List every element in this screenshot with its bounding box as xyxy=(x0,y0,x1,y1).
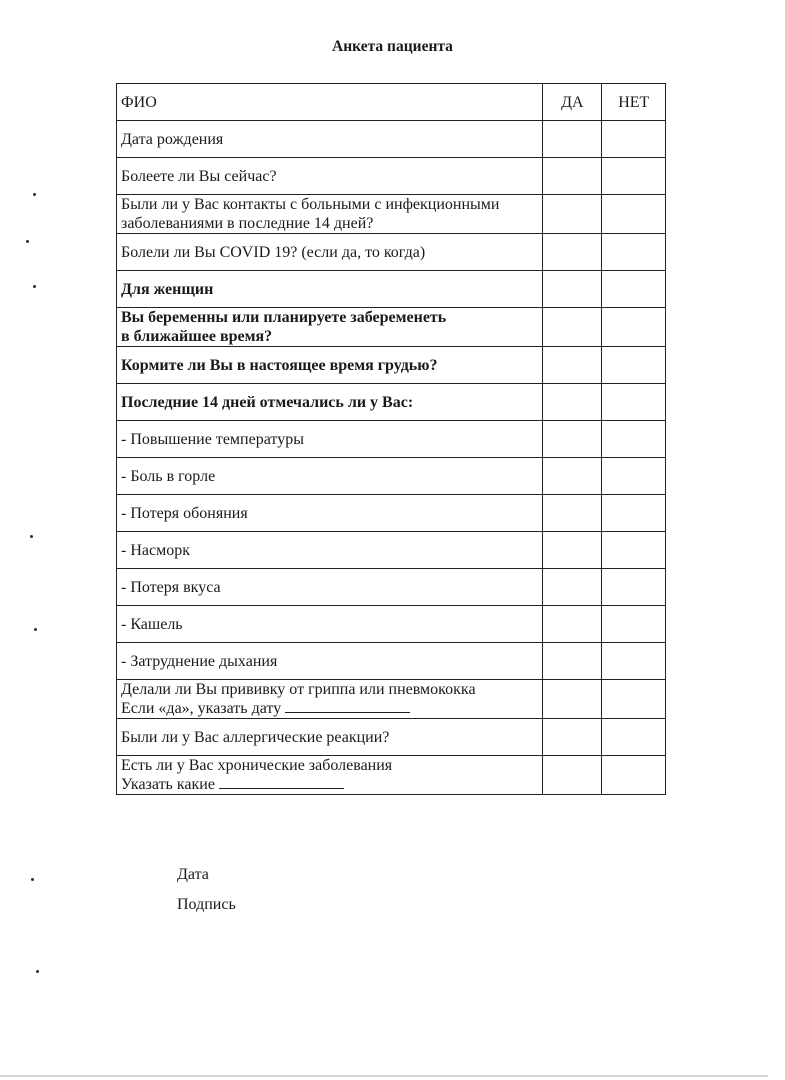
yes-checkbox-cell[interactable] xyxy=(543,384,602,421)
question-text xyxy=(121,578,538,597)
question-cell xyxy=(117,271,543,308)
yes-checkbox-cell[interactable] xyxy=(543,680,602,719)
yes-checkbox-cell[interactable] xyxy=(543,308,602,347)
question-text xyxy=(121,756,538,775)
table-row xyxy=(117,234,666,271)
no-checkbox-cell[interactable] xyxy=(602,234,666,271)
yes-checkbox-cell[interactable] xyxy=(543,158,602,195)
question-cell xyxy=(117,680,543,719)
question-line: - Потеря вкуса xyxy=(121,578,221,596)
question-cell xyxy=(117,643,543,680)
table-header-row xyxy=(117,84,666,121)
yes-checkbox-cell[interactable] xyxy=(543,347,602,384)
yes-checkbox-cell[interactable] xyxy=(543,532,602,569)
question-cell xyxy=(117,606,543,643)
question-text xyxy=(121,467,538,486)
header-name-field: ФИО xyxy=(117,84,543,121)
question-cell xyxy=(117,532,543,569)
question-line: - Боль в горле xyxy=(121,467,216,485)
question-line: Болеете ли Вы сейчас? xyxy=(121,167,277,185)
date-label: Дата xyxy=(177,866,209,883)
scan-speck xyxy=(36,970,39,973)
table-row xyxy=(117,756,666,795)
yes-checkbox-cell[interactable] xyxy=(543,195,602,234)
scan-speck xyxy=(33,193,36,196)
question-line: Были ли у Вас аллергические реакции? xyxy=(121,728,390,746)
question-cell xyxy=(117,347,543,384)
scan-speck xyxy=(33,285,36,288)
question-line: Вы беременны или планируете забеременеть xyxy=(121,309,447,326)
table-row xyxy=(117,606,666,643)
no-checkbox-cell[interactable] xyxy=(602,195,666,234)
question-text xyxy=(121,728,538,747)
question-text xyxy=(121,680,538,699)
question-line: Делали ли Вы прививку от гриппа или пневмококка xyxy=(121,681,476,698)
question-cell xyxy=(117,569,543,606)
question-line: заболеваниями в последние 14 дней? xyxy=(121,215,374,232)
no-checkbox-cell[interactable] xyxy=(602,606,666,643)
question-line: - Насморк xyxy=(121,541,190,559)
question-line: - Потеря обоняния xyxy=(121,504,248,522)
question-text xyxy=(121,167,538,186)
yes-checkbox-cell[interactable] xyxy=(543,719,602,756)
table-row xyxy=(117,384,666,421)
table-row xyxy=(117,121,666,158)
question-text xyxy=(121,504,538,523)
question-line: - Затруднение дыхания xyxy=(121,652,278,670)
table-row xyxy=(117,643,666,680)
question-line: Болели ли Вы COVID 19? (если да, то когда) xyxy=(121,243,426,261)
scan-speck xyxy=(30,535,33,538)
questionnaire-table xyxy=(116,83,666,795)
question-text xyxy=(121,775,538,794)
question-line: Если «да», указать дату xyxy=(121,700,282,717)
scan-speck xyxy=(31,878,34,881)
question-text xyxy=(121,541,538,560)
question-text xyxy=(121,430,538,449)
yes-checkbox-cell[interactable] xyxy=(543,606,602,643)
question-cell xyxy=(117,458,543,495)
yes-checkbox-cell[interactable] xyxy=(543,271,602,308)
scan-speck xyxy=(34,628,37,631)
question-cell xyxy=(117,719,543,756)
no-checkbox-cell[interactable] xyxy=(602,719,666,756)
question-cell xyxy=(117,121,543,158)
question-cell xyxy=(117,308,543,347)
table-row xyxy=(117,458,666,495)
fill-in-blank[interactable] xyxy=(219,776,344,789)
question-text xyxy=(121,308,538,327)
no-checkbox-cell[interactable] xyxy=(602,680,666,719)
table-row xyxy=(117,532,666,569)
question-text xyxy=(121,615,538,634)
question-text xyxy=(121,195,538,214)
question-line: Кормите ли Вы в настоящее время грудью? xyxy=(121,356,438,374)
signature-label: Подпись xyxy=(177,896,236,913)
no-checkbox-cell[interactable] xyxy=(602,384,666,421)
table-row xyxy=(117,347,666,384)
question-cell xyxy=(117,384,543,421)
question-line: - Кашель xyxy=(121,615,183,633)
question-cell xyxy=(117,756,543,795)
yes-checkbox-cell[interactable] xyxy=(543,756,602,795)
question-line: Для женщин xyxy=(121,280,214,298)
no-checkbox-cell[interactable] xyxy=(602,569,666,606)
question-line: Есть ли у Вас хронические заболевания xyxy=(121,757,393,774)
yes-checkbox-cell[interactable] xyxy=(543,421,602,458)
question-cell xyxy=(117,234,543,271)
no-checkbox-cell[interactable] xyxy=(602,308,666,347)
scan-edge-line xyxy=(0,1075,768,1077)
no-checkbox-cell[interactable] xyxy=(602,532,666,569)
table-row xyxy=(117,421,666,458)
question-text xyxy=(121,393,538,412)
question-text xyxy=(121,214,538,233)
question-text xyxy=(121,652,538,671)
header-no: НЕТ xyxy=(602,84,666,121)
table-row xyxy=(117,680,666,719)
no-checkbox-cell[interactable] xyxy=(602,271,666,308)
table-row xyxy=(117,719,666,756)
no-checkbox-cell[interactable] xyxy=(602,643,666,680)
question-line: Были ли у Вас контакты с больными с инфекционными xyxy=(121,196,500,213)
fill-in-blank[interactable] xyxy=(285,700,410,713)
question-cell xyxy=(117,421,543,458)
yes-checkbox-cell[interactable] xyxy=(543,569,602,606)
question-line: Указать какие xyxy=(121,776,215,793)
no-checkbox-cell[interactable] xyxy=(602,458,666,495)
yes-checkbox-cell[interactable] xyxy=(543,234,602,271)
yes-checkbox-cell[interactable] xyxy=(543,121,602,158)
no-checkbox-cell[interactable] xyxy=(602,121,666,158)
question-line: Последние 14 дней отмечались ли у Вас: xyxy=(121,393,414,411)
question-line: в ближайшее время? xyxy=(121,328,273,345)
table-row xyxy=(117,569,666,606)
question-text xyxy=(121,699,538,718)
header-yes: ДА xyxy=(543,84,602,121)
questions-body xyxy=(117,121,666,795)
question-text xyxy=(121,243,538,262)
table-row xyxy=(117,308,666,347)
no-checkbox-cell[interactable] xyxy=(602,756,666,795)
question-text xyxy=(121,327,538,346)
table-row xyxy=(117,495,666,532)
yes-checkbox-cell[interactable] xyxy=(543,458,602,495)
scan-speck xyxy=(26,240,29,243)
question-line: Дата рождения xyxy=(121,130,224,148)
question-cell xyxy=(117,158,543,195)
form-title: Анкета пациента xyxy=(332,38,453,55)
table-row xyxy=(117,158,666,195)
no-checkbox-cell[interactable] xyxy=(602,495,666,532)
no-checkbox-cell[interactable] xyxy=(602,347,666,384)
no-checkbox-cell[interactable] xyxy=(602,158,666,195)
question-cell xyxy=(117,195,543,234)
table-row xyxy=(117,271,666,308)
yes-checkbox-cell[interactable] xyxy=(543,495,602,532)
question-text xyxy=(121,280,538,299)
question-line: - Повышение температуры xyxy=(121,430,304,448)
table-row xyxy=(117,195,666,234)
no-checkbox-cell[interactable] xyxy=(602,421,666,458)
question-cell xyxy=(117,495,543,532)
question-text xyxy=(121,356,538,375)
yes-checkbox-cell[interactable] xyxy=(543,643,602,680)
question-text xyxy=(121,130,538,149)
